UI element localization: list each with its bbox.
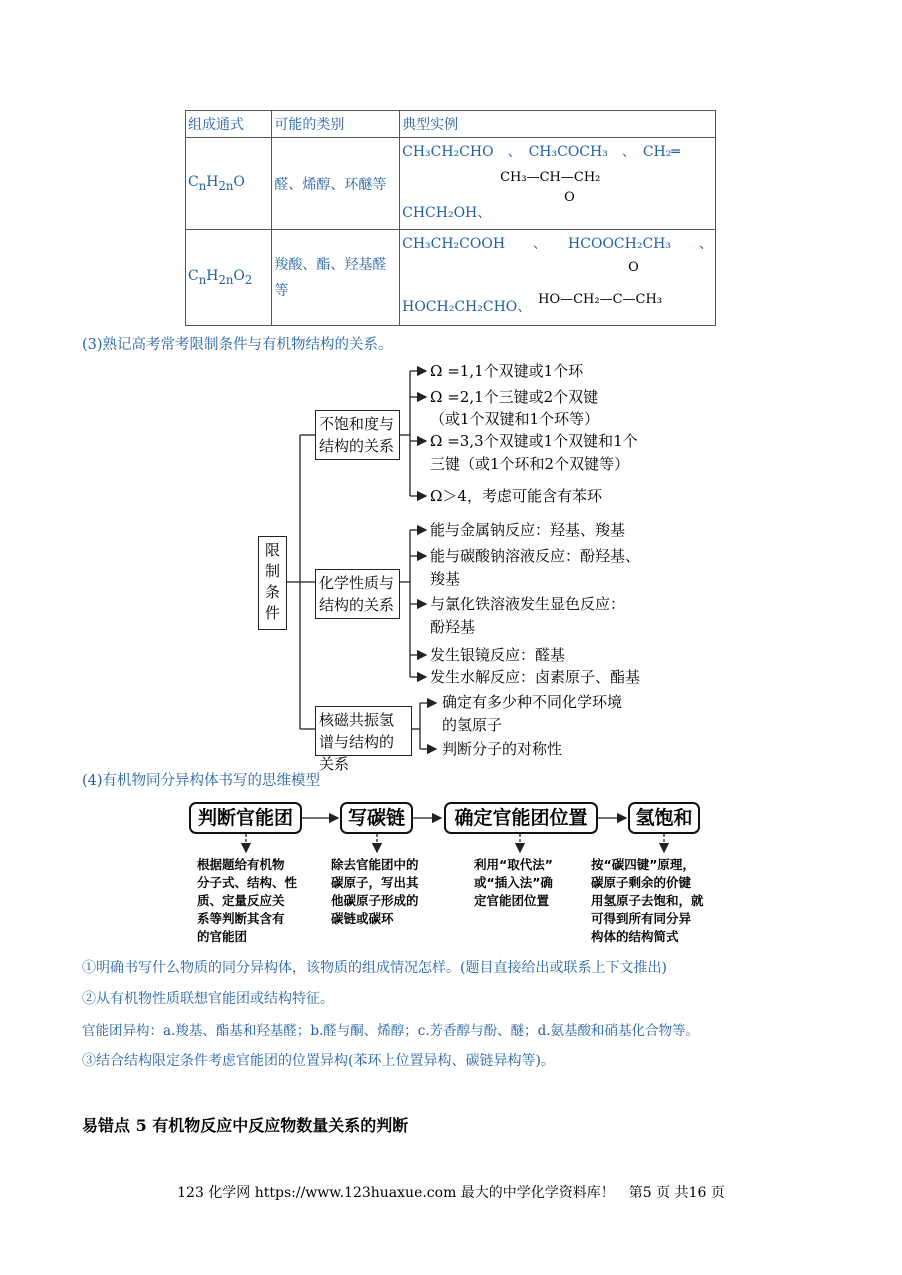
- branch-label: 不饱和度与结构的关系: [319, 415, 395, 455]
- table-header: 典型实例: [400, 111, 716, 138]
- mindmap-item: 酚羟基: [430, 618, 476, 636]
- branch-label: 核磁共振氢谱与结构的关系: [319, 711, 395, 773]
- structure-text: HO—CH₂—C—CH₃: [538, 292, 663, 307]
- note-1: ①明确书写什么物质的同分异构体，该物质的组成情况怎样。(题目直接给出或联系上下文推出): [82, 960, 667, 976]
- mindmap-root-label: 限制条件: [264, 541, 280, 622]
- mindmap-item: Ω =2,1个三键或2个双键: [430, 388, 599, 406]
- examples-line: CH₃CH₂COOH 、 HCOOCH₂CH₃ 、: [402, 236, 713, 252]
- mindmap-item: 的氢原子: [442, 716, 503, 734]
- flow-desc-line: 可得到所有同分异: [591, 911, 692, 926]
- classes-cell: 醛、烯醇、环醚等: [272, 138, 400, 230]
- flow-desc-line: 按“碳四键”原理，: [591, 857, 695, 872]
- examples-line: CH₃CH₂CHO 、 CH₃COCH₃ 、 CH₂═: [402, 144, 680, 160]
- mindmap-item: 确定有多少种不同化学环境: [442, 693, 623, 711]
- mindmap-item: 与氯化铁溶液发生显色反应：: [430, 595, 626, 613]
- mindmap-item: 羧基: [430, 570, 461, 588]
- examples-line: CHCH₂OH、: [402, 205, 492, 221]
- page-footer: 123 化学网 https://www.123huaxue.com 最大的中学化学资料库！ 第5 页 共16 页: [177, 1185, 725, 1201]
- mindmap-item: 能与碳酸钠溶液反应：酚羟基、: [430, 547, 641, 565]
- mindmap-item: Ω =1,1个双键或1个环: [430, 362, 584, 380]
- flow-desc-1: [197, 856, 297, 946]
- note-4: ③结合结构限定条件考虑官能团的位置异构(苯环上位置异构、碳链异构等)。: [82, 1053, 555, 1069]
- flow-desc-line: 根据题给有机物: [197, 857, 285, 872]
- mindmap-item: （或1个双键和1个环等）: [430, 410, 600, 428]
- structure-text: CH₃—CH—CH₂: [500, 170, 601, 185]
- flow-desc-3: [474, 856, 553, 910]
- section-4-title: (4)有机物同分异构体书写的思维模型: [82, 773, 321, 789]
- flow-step-2: 写碳链: [340, 802, 413, 834]
- flow-step-1: 判断官能团: [189, 802, 302, 834]
- structure-oxygen: O: [628, 260, 639, 275]
- formula-text: $C_nH_{2n}O$: [188, 174, 245, 193]
- examples-line: HOCH₂CH₂CHO、: [402, 299, 532, 315]
- mindmap-item: Ω =3,3个双键或1个双键和1个: [430, 432, 638, 450]
- flow-desc-line: 除去官能团中的: [331, 857, 419, 872]
- mindmap-item: 发生水解反应：卤素原子、酯基: [430, 668, 641, 686]
- mindmap-item: 发生银镜反应：醛基: [430, 646, 566, 664]
- note-2: ②从有机物性质联想官能团或结构特征。: [82, 991, 334, 1007]
- flow-desc-line: 碳原子剩余的价键: [591, 875, 692, 890]
- flow-step-3: 确定官能团位置: [444, 802, 598, 834]
- flow-desc-line: 系等判断其含有: [197, 911, 285, 926]
- flow-desc-line: 碳原子，写出其: [331, 875, 419, 890]
- flow-desc-2: [331, 856, 419, 928]
- flow-desc-4: [591, 856, 704, 946]
- section-3-title: (3)熟记高考常考限制条件与有机物结构的关系。: [82, 337, 393, 353]
- flow-desc-line: 分子式、结构、性: [197, 875, 298, 890]
- classes-cell: 羧酸、酯、羟基醛等: [272, 230, 400, 326]
- mindmap-item: Ω＞4，考虑可能含有苯环: [430, 487, 602, 505]
- flow-desc-line: 构体的结构简式: [591, 929, 679, 944]
- mindmap-item: 判断分子的对称性: [442, 740, 563, 758]
- mindmap-item: 三键（或1个环和2个双键等）: [430, 455, 630, 473]
- flow-desc-line: 的官能团: [197, 929, 248, 944]
- flow-desc-line: 定官能团位置: [474, 893, 550, 908]
- table-header: 可能的类别: [272, 111, 400, 138]
- table-header: 组成通式: [186, 111, 272, 138]
- formula-text: $C_nH_{2n}O_2$: [188, 268, 253, 287]
- section-heading: 易错点 5 有机物反应中反应物数量关系的判断: [82, 1116, 409, 1135]
- mindmap-item: 能与金属钠反应：羟基、羧基: [430, 521, 626, 539]
- flow-desc-line: 碳链或碳环: [331, 911, 394, 926]
- flow-desc-line: 用氢原子去饱和，就: [591, 893, 704, 908]
- structure-oxygen: O: [564, 190, 575, 205]
- flow-desc-line: 他碳原子形成的: [331, 893, 419, 908]
- note-3: 官能团异构：a.羧基、酯基和羟基醛；b.醛与酮、烯醇；c.芳香醇与酚、醚；d.氨基酸和硝基化合物等。: [82, 1023, 700, 1039]
- flow-desc-line: 质、定量反应关: [197, 893, 285, 908]
- flow-step-4: 氢饱和: [628, 802, 700, 834]
- flow-desc-line: 利用“取代法”: [474, 857, 553, 872]
- branch-label: 化学性质与结构的关系: [319, 574, 395, 614]
- flow-desc-line: 或“插入法”确: [474, 875, 553, 890]
